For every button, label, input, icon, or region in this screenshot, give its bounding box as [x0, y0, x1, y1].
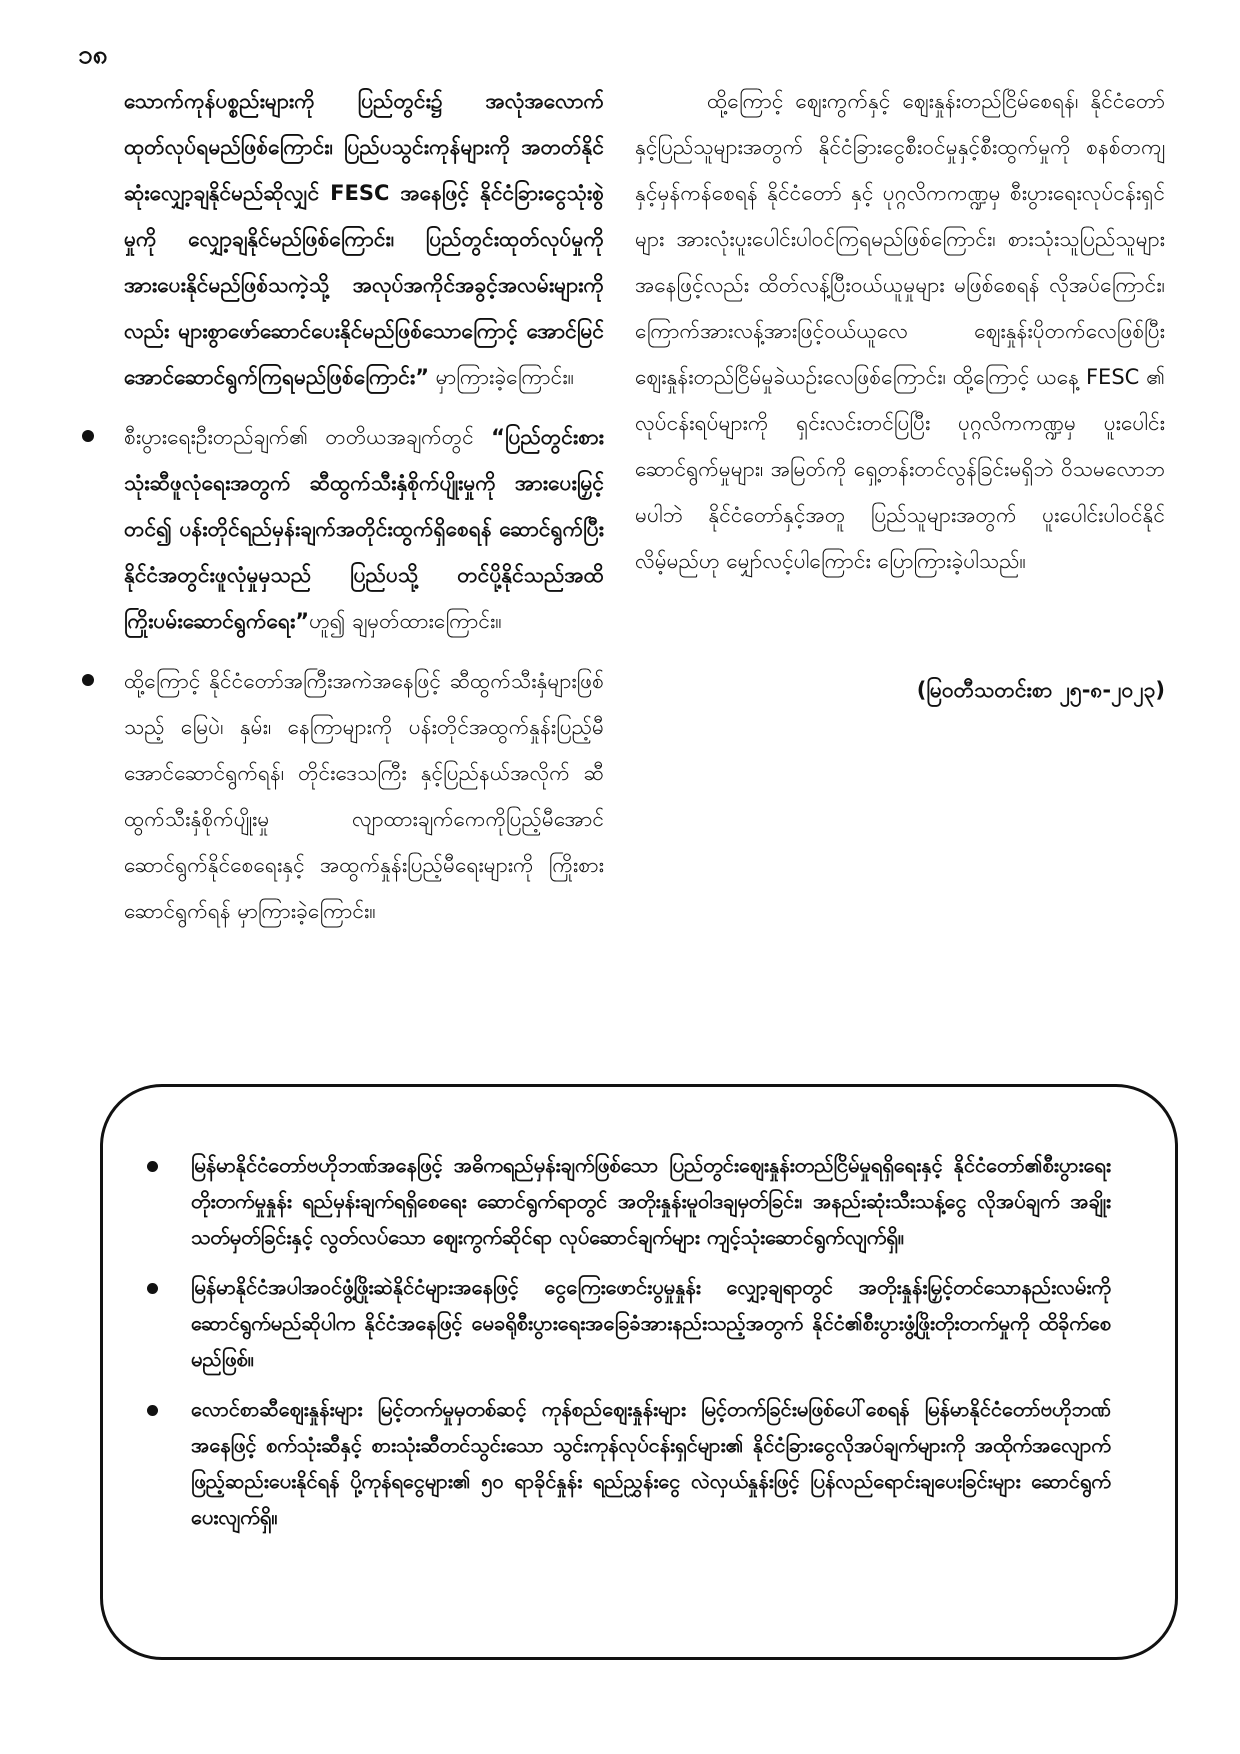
right-column: [635, 78, 1165, 710]
bullet-icon: [82, 430, 94, 442]
source-citation: (မြဝတီသတင်းစာ ၂၅-၈-၂၀၂၃): [916, 678, 1165, 702]
summary-item-text: မြန်မာနိုင်ငံအပါအဝင်ဖွံ့ဖြိုးဆဲနိုင်ငံများအနေဖြင့် ငွေကြေးဖောင်းပွမှုနှုန်း လျှော့ချရာတွင် အတိုးနှုန်းမြှင့်တင်သောနည်းလမ်းကို ဆောင်ရွက်မည်ဆိုပါက နိုင်ငံအနေဖြင့် မေခရိုစီးပွားရေးအခြေခံအားနည်းသည့်အတွက် နိုင်ငံ၏စီးပွားဖွံ့ဖြိုးတိုးတက်မှုကို ထိခိုက်စေမည်ဖြစ်။: [191, 1275, 1111, 1371]
summary-item: [161, 1269, 1111, 1377]
quote-bold-text: သောက်ကုန်ပစ္စည်းများကို ပြည်တွင်း၌ အလုံအလောက် ထုတ်လုပ်ရမည်ဖြစ်ကြောင်း၊ ပြည်ပသွင်းကုန်များကို အတတ်နိုင်ဆုံးလျှော့ချနိုင်မည်ဆိုလျှင် FESC အနေဖြင့် နိုင်ငံခြားငွေသုံးစွဲမှုကို လျှော့ချနိုင်မည်ဖြစ်ကြောင်း၊ ပြည်တွင်းထုတ်လုပ်မှုကို အားပေးနိုင်မည်ဖြစ်သကဲ့သို့ အလုပ်အကိုင်အခွင့်အလမ်းများကိုလည်း များစွာဖော်ဆောင်ပေးနိုင်မည်ဖြစ်သောကြောင့် အောင်မြင်အောင်ဆောင်ရွက်ကြရမည်ဖြစ်ကြောင်း”: [124, 89, 604, 389]
bullet-lead-text: စီးပွားရေးဦးတည်ချက်၏ တတိယအချက်တွင်: [124, 425, 492, 449]
bullet-icon: [147, 1283, 158, 1294]
bullet-icon: [82, 674, 94, 686]
summary-item: [161, 1147, 1111, 1255]
bullet-icon: [147, 1161, 158, 1172]
list-item: [78, 414, 604, 644]
list-item: [78, 658, 604, 934]
body-paragraph: ထို့ကြောင့် ဈေးကွက်နှင့် ဈေးနှုန်းတည်ငြိမ်စေရန်၊ နိုင်ငံတော်နှင့်ပြည်သူများအတွက် နိုင်ငံခြားငွေစီးဝင်မှုနှင့်စီးထွက်မှုကို စနစ်တကျနှင့်မှန်ကန်စေရန် နိုင်ငံတော် နှင့် ပုဂ္ဂလိကကဏ္ဍမှ စီးပွားရေးလုပ်ငန်းရှင်များ အားလုံးပူးပေါင်းပါဝင်ကြရမည်ဖြစ်ကြောင်း၊ စားသုံးသူပြည်သူများအနေဖြင့်လည်း ထိတ်လန့်ပြီးဝယ်ယူမှုများ မဖြစ်စေရန် လိုအပ်ကြောင်း၊ ကြောက်အားလန့်အားဖြင့်ဝယ်ယူလေ ဈေးနှုန်းပိုတက်လေဖြစ်ပြီး ဈေးနှုန်းတည်ငြိမ်မှုခဲယဉ်းလေဖြစ်ကြောင်း၊ ထို့ကြောင့် ယနေ့ FESC ၏ လုပ်ငန်းရပ်များကို ရှင်းလင်းတင်ပြပြီး ပုဂ္ဂလိကကဏ္ဍမှ ပူးပေါင်းဆောင်ရွက်မှုများ၊ အမြတ်ကို ရှေ့တန်းတင်လွန်ခြင်းမရှိဘဲ ဝိသမလောဘမပါဘဲ နိုင်ငံတော်နှင့်အတူ ပြည်သူများအတွက် ပူးပေါင်းပါဝင်နိုင်လိမ့်မည်ဟု မျှော်လင့်ပါကြောင်း ပြောကြားခဲ့ပါသည်။: [635, 89, 1165, 573]
bullet-bold-text: “ပြည်တွင်းစားသုံးဆီဖူလုံရေးအတွက် ဆီထွက်သီးနှံစိုက်ပျိုးမှုကို အားပေးမြှင့်တင်၍ ပန်းတိုင်ရည်မှန်းချက်အတိုင်းထွက်ရှိစေရန် ဆောင်ရွက်ပြီး နိုင်ငံအတွင်းဖူလုံမှုမှသည် ပြည်ပသို့ တင်ပို့နိုင်သည်အထိ ကြိုးပမ်းဆောင်ရွက်ရေး”: [124, 425, 604, 633]
summary-list: [161, 1147, 1111, 1549]
bullet-icon: [147, 1405, 158, 1416]
summary-item-text: မြန်မာနိုင်ငံတော်ဗဟိုဘဏ်အနေဖြင့် အဓိကရည်မှန်းချက်ဖြစ်သော ပြည်တွင်းဈေးနှုန်းတည်ငြိမ်မှုရရှိရေးနှင့် နိုင်ငံတော်၏စီးပွားရေးတိုးတက်မှုနှုန်း ရည်မှန်းချက်ရရှိစေရေး ဆောင်ရွက်ရာတွင် အတိုးနှုန်းမူဝါဒချမှတ်ခြင်း၊ အနည်းဆုံးသီးသန့်ငွေ လိုအပ်ချက် အချိုးသတ်မှတ်ခြင်းနှင့် လွတ်လပ်သော ဈေးကွက်ဆိုင်ရာ လုပ်ဆောင်ချက်များ ကျင့်သုံးဆောင်ရွက်လျက်ရှိ။: [191, 1153, 1111, 1249]
left-column: [78, 78, 604, 934]
page-number: ၁၈: [78, 40, 108, 70]
bullet-lead-text: ထို့ကြောင့် နိုင်ငံတော်အကြီးအကဲအနေဖြင့် ဆီထွက်သီးနှံများဖြစ်သည့် မြေပဲ၊ နှမ်း၊ နေကြာများကို ပန်းတိုင်အထွက်နှုန်းပြည့်မီအောင်ဆောင်ရွက်ရန်၊ တိုင်းဒေသကြီး နှင့်ပြည်နယ်အလိုက် ဆီထွက်သီးနှံစိုက်ပျိုးမှု လျာထားချက်ကေကိုပြည့်မီအောင် ဆောင်ရွက်နိုင်စေရေးနှင့် အထွက်နှုန်းပြည့်မီရေးများကို ကြိုးစားဆောင်ရွက်ရန် မှာကြားခဲ့ကြောင်း။: [124, 669, 604, 923]
summary-box: [100, 1084, 1178, 1660]
continued-quote: [78, 78, 604, 400]
bullet-tail-text: ဟူ၍ ချမှတ်ထားကြောင်း။: [309, 609, 502, 633]
quote-plain-text: မှာကြားခဲ့ကြောင်း။: [429, 365, 575, 389]
summary-item: [161, 1391, 1111, 1535]
summary-item-text: လောင်စာဆီဈေးနှုန်းများ မြင့်တက်မှုမှတစ်ဆင့် ကုန်စည်ဈေးနှုန်းများ မြင့်တက်ခြင်းမဖြစ်ပေါ်စေရန် မြန်မာနိုင်ငံတော်ဗဟိုဘဏ်အနေဖြင့် စက်သုံးဆီနှင့် စားသုံးဆီတင်သွင်းသော သွင်းကုန်လုပ်ငန်းရှင်များ၏ နိုင်ငံခြားငွေလိုအပ်ချက်များကို အထိုက်အလျောက် ဖြည့်ဆည်းပေးနိုင်ရန် ပို့ကုန်ရငွေများ၏ ၅၀ ရာခိုင်နှုန်း ရည်ညွှန်းငွေ လဲလှယ်နှုန်းဖြင့် ပြန်လည်ရောင်းချပေးခြင်းများ ဆောင်ရွက်ပေးလျက်ရှိ။: [191, 1397, 1111, 1529]
bullet-text: [124, 414, 604, 644]
bullet-text: [124, 658, 604, 934]
